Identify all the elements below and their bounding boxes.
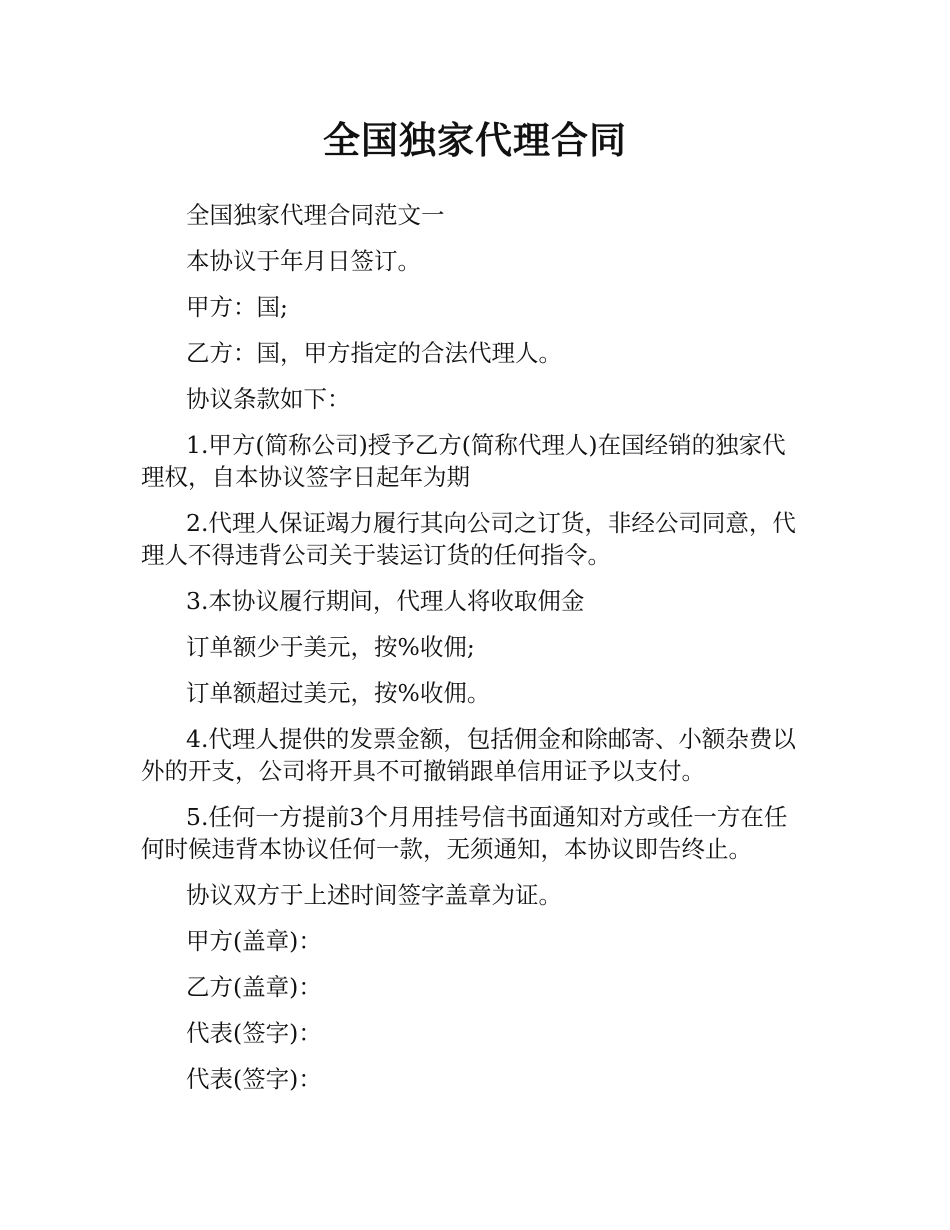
paragraph-party-b: 乙方：国，甲方指定的合法代理人。 [186, 339, 562, 367]
document-title: 全国独家代理合同 [323, 119, 627, 162]
paragraph-signing-date: 本协议于年月日签订。 [186, 247, 421, 275]
paragraph-terms-intro: 协议条款如下： [186, 385, 351, 413]
paragraph-clause-3: 3.本协议履行期间，代理人将收取佣金 [186, 587, 585, 615]
paragraph-clause-5: 5.任何一方提前3个月用挂号信书面通知对方或任一方在任何时候违背本协议任何一款，无须通知，本协议即告终止。 [141, 803, 788, 863]
paragraph-subtitle: 全国独家代理合同范文一 [186, 201, 445, 229]
signature-party-b-seal: 乙方(盖章)： [186, 973, 322, 1001]
signature-representative-2: 代表(签字)： [186, 1065, 322, 1093]
signature-representative-1: 代表(签字)： [186, 1019, 322, 1047]
document-body [141, 199, 806, 1109]
paragraph-witness: 协议双方于上述时间签字盖章为证。 [186, 881, 562, 909]
signature-party-a-seal: 甲方(盖章)： [186, 927, 322, 955]
paragraph-clause-2: 2.代理人保证竭力履行其向公司之订货，非经公司同意，代理人不得违背公司关于装运订货的任何指令。 [141, 509, 796, 569]
paragraph-party-a: 甲方：国; [186, 293, 288, 321]
paragraph-clause-4: 4.代理人提供的发票金额，包括佣金和除邮寄、小额杂费以外的开支，公司将开具不可撤销跟单信用证予以支付。 [141, 725, 796, 785]
paragraph-commission-high: 订单额超过美元，按%收佣。 [186, 679, 491, 707]
paragraph-commission-low: 订单额少于美元，按%收佣; [186, 633, 475, 661]
paragraph-clause-1: 1.甲方(简称公司)授予乙方(简称代理人)在国经销的独家代理权，自本协议签字日起年为期 [141, 431, 786, 491]
